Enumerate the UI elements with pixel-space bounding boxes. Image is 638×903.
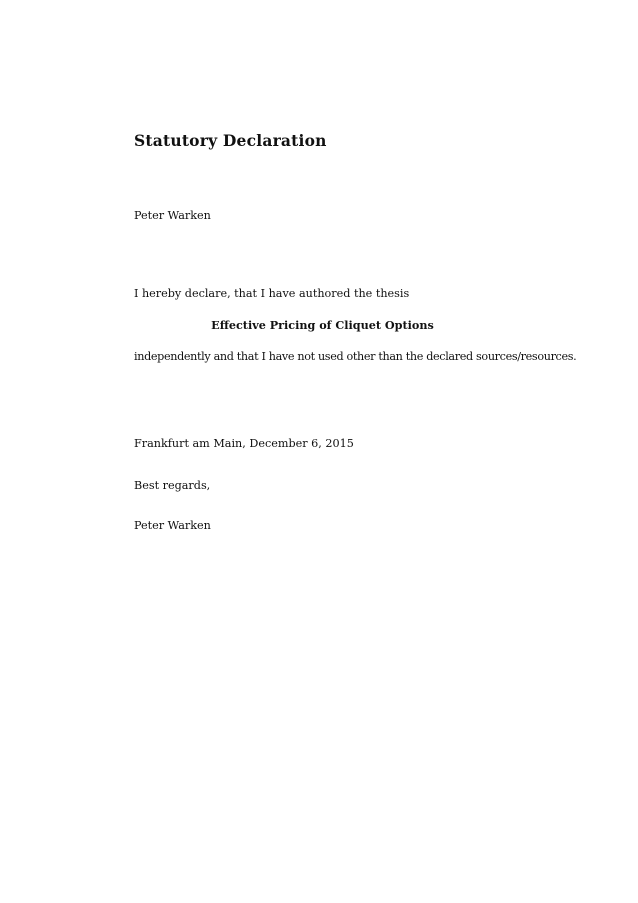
declaration-body: independently and that I have not used other than the declared sources/resources.	[134, 350, 577, 363]
thesis-title: Effective Pricing of Cliquet Options	[211, 318, 434, 332]
declaration-intro: I hereby declare, that I have authored the thesis	[134, 287, 410, 300]
closing-text: Best regards,	[134, 479, 211, 492]
page-title: Statutory Declaration	[134, 131, 327, 150]
place-date: Frankfurt am Main, December 6, 2015	[134, 437, 354, 450]
author-name: Peter Warken	[134, 209, 211, 222]
signature-name: Peter Warken	[134, 519, 211, 532]
